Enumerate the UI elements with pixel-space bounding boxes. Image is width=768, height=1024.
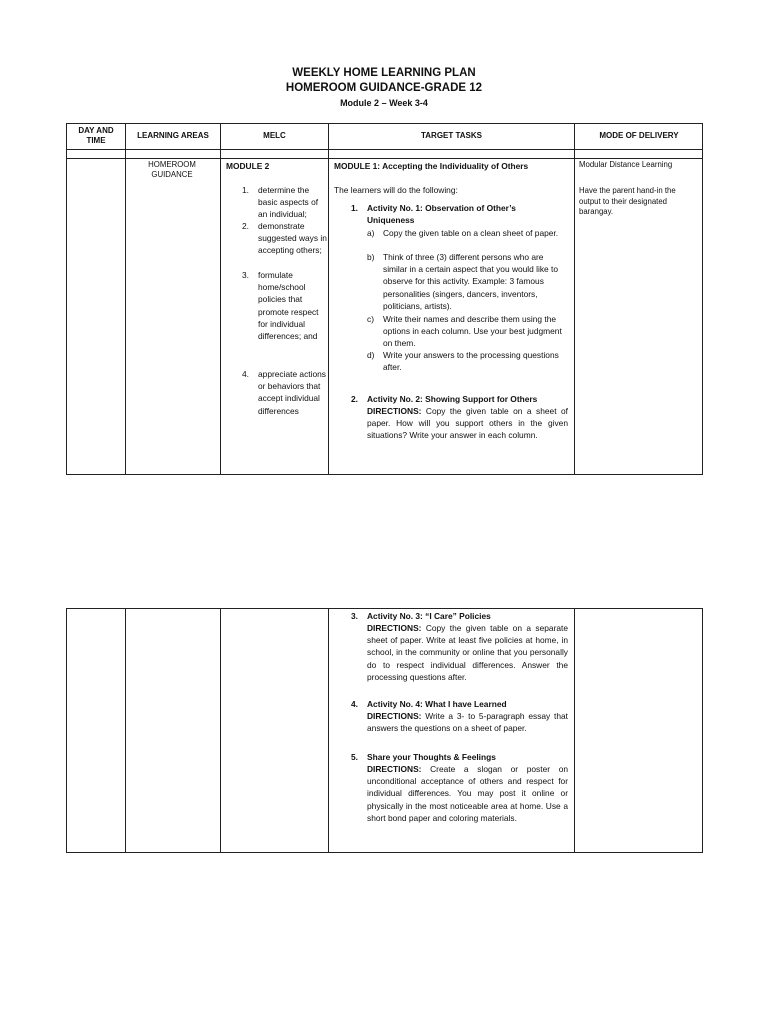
col-header-target-tasks: TARGET TASKS — [420, 131, 483, 140]
activity-3-title: Activity No. 3: “I Care” Policies — [367, 611, 491, 621]
melc-item: determine the basic aspects of an individual; — [258, 185, 319, 220]
activity-2-directions: DIRECTIONS: Copy the given table on a sheet of paper. How will you support others in the given situations? Write your answer in each column. — [367, 406, 568, 441]
list-number: 3. — [351, 611, 358, 621]
list-letter: c) — [367, 314, 374, 324]
col-divider — [125, 608, 126, 853]
melc-title: MODULE 2 — [226, 161, 270, 171]
melc-item: demonstrate suggested ways in accepting others; — [258, 221, 327, 256]
melc-item: formulate home/school policies that promote respect for individual differences; and — [258, 270, 319, 342]
list-number: 1. — [351, 203, 358, 213]
col-divider — [328, 123, 329, 475]
tasks-intro: The learners will do the following: — [334, 185, 458, 195]
header-rule — [66, 149, 703, 150]
list-number: 5. — [351, 752, 358, 762]
melc-item: appreciate actions or behaviors that accept individual differences — [258, 369, 326, 416]
learning-area-cell: HOMEROOM GUIDANCE — [148, 160, 196, 179]
activity-4-title: Activity No. 4: What I have Learned — [367, 699, 507, 709]
list-number: 4. — [351, 699, 358, 709]
spacer-rule — [66, 158, 703, 159]
list-number: 3. — [242, 270, 249, 280]
activity-2-title: Activity No. 2: Showing Support for Others — [367, 394, 538, 404]
col-divider — [220, 608, 221, 853]
col-header-learning-areas: LEARNING AREAS — [137, 131, 209, 140]
activity-5-directions: DIRECTIONS: Create a slogan or poster on unconditional acceptance of others and respect for individual differences. You may post it online or physically in the most noticeable area at home. Use a short bond paper and coloring materials. — [367, 764, 569, 823]
activity-5-title: Share your Thoughts & Feelings — [367, 752, 496, 762]
activity-1-title: Activity No. 1: Observation of Other’s Uniqueness — [367, 203, 516, 226]
col-divider — [574, 608, 575, 853]
activity-1-step: Think of three (3) different persons who are similar in a certain aspect that you would like to observe for this activity. Example: 3 famous personalities (singers, dancers, inventors, politicians, artists). — [383, 252, 559, 311]
list-number: 4. — [242, 369, 249, 379]
col-header-melc: MELC — [263, 131, 286, 140]
activity-4-directions: DIRECTIONS: Write a 3- to 5-paragraph essay that answers the questions on a sheet of paper. — [367, 711, 569, 734]
col-divider — [125, 123, 126, 475]
list-number: 2. — [351, 394, 358, 404]
document-title: WEEKLY HOME LEARNING PLAN — [292, 67, 476, 79]
activity-1-step: Copy the given table on a clean sheet of paper. — [383, 228, 559, 238]
activity-3-directions: DIRECTIONS: Copy the given table on a separate sheet of paper. Write at least five policies at home, in school, in the community or online that you personally do to respect individual differences. Answer the processing questions after. — [367, 623, 568, 682]
col-divider — [328, 608, 329, 853]
list-number: 2. — [242, 221, 249, 231]
document-subtitle: HOMEROOM GUIDANCE-GRADE 12 — [285, 82, 483, 94]
mode-delivery: Modular Distance Learning — [579, 160, 673, 169]
activity-1-step: Write their names and describe them using the options in each column. Use your best judgment on them. — [383, 314, 562, 349]
col-divider — [220, 123, 221, 475]
list-letter: d) — [367, 350, 375, 360]
list-number: 1. — [242, 185, 249, 195]
activity-1-step: Write your answers to the processing questions after. — [383, 350, 559, 373]
col-header-day-time: DAY AND TIME — [78, 126, 114, 145]
col-divider — [574, 123, 575, 475]
module-week: Module 2 – Week 3-4 — [340, 98, 428, 108]
col-header-mode: MODE OF DELIVERY — [599, 131, 679, 140]
list-letter: b) — [367, 252, 375, 262]
mode-instructions: Have the parent hand-in the output to their designated barangay. — [579, 186, 676, 216]
tasks-title: MODULE 1: Accepting the Individuality of Others — [334, 161, 529, 171]
list-letter: a) — [367, 228, 375, 238]
